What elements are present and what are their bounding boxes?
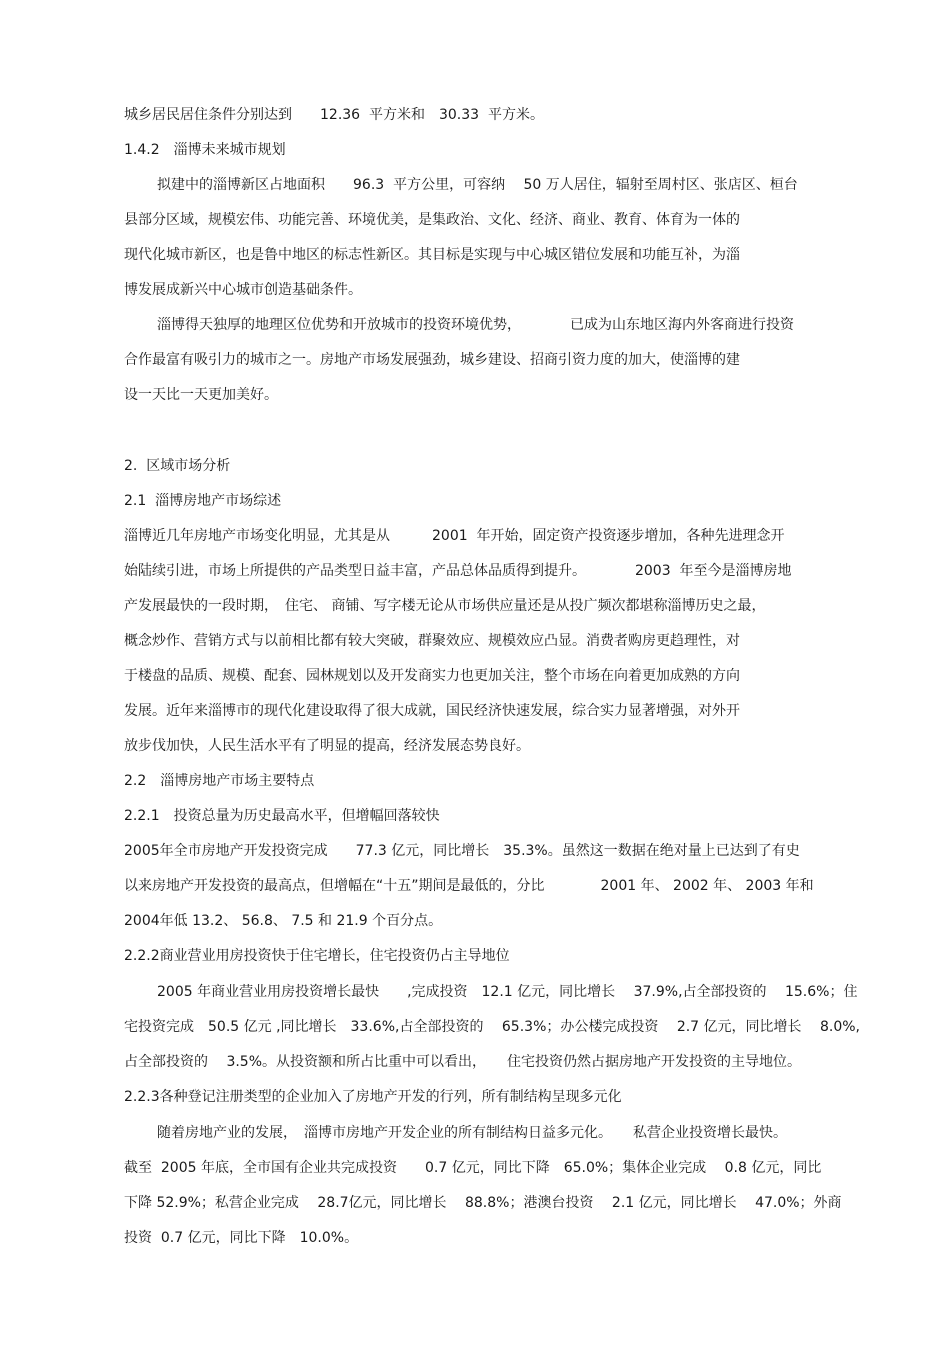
body-text: 宅投资完成 50.5 亿元 ,同比增长 33.6%,占全部投资的 65.3%；办公楼完成投资 2.7 亿元，同比增长 8.0%, [124,1019,861,1035]
body-text: 产发展最快的一段时期， 住宅、 商铺、写字楼无论从市场供应量还是从投广频次都堪称淄博历史之最， [124,598,766,614]
body-text: 下降 52.9%；私营企业完成 28.7亿元，同比增长 88.8%；港澳台投资 2.1 亿元，同比增长 47.0%；外商 [124,1195,842,1211]
body-text: 2004年低 13.2、 56.8、 7.5 和 21.9 个百分点。 [124,913,443,929]
body-text: 始陆续引进，市场上所提供的产品类型日益丰富，产品总体品质得到提升。 2003 年至今是淄博房地 [124,563,792,579]
body-text: 投资 0.7 亿元，同比下降 10.0%。 [124,1230,359,1246]
section-heading: 2. 区域市场分析 [124,458,231,474]
section-heading: 2.2 淄博房地产市场主要特点 [124,773,315,789]
body-text: 城乡居民居住条件分别达到 12.36 平方米和 30.33 平方米。 [124,107,544,123]
body-text: 设一天比一天更加美好。 [124,387,278,403]
body-text: 淄博得天独厚的地理区位优势和开放城市的投资环境优势， 已成为山东地区海内外客商进行投资 [157,317,794,333]
body-text: 县部分区域，规模宏伟、功能完善、环境优美，是集政治、文化、经济、商业、教育、体育为一体的 [124,212,740,228]
body-text: 放步伐加快，人民生活水平有了明显的提高，经济发展态势良好。 [124,738,530,754]
body-text: 博发展成新兴中心城市创造基础条件。 [124,282,362,298]
body-text: 拟建中的淄博新区占地面积 96.3 平方公里，可容纳 50 万人居住，辐射至周村区、张店区、桓台 [157,177,798,193]
body-text: 现代化城市新区，也是鲁中地区的标志性新区。其目标是实现与中心城区错位发展和功能互补，为淄 [124,247,740,263]
body-text: 随着房地产业的发展， 淄博市房地产开发企业的所有制结构日益多元化。 私营企业投资增长最快。 [157,1125,787,1141]
section-heading: 2.2.3各种登记注册类型的企业加入了房地产开发的行列，所有制结构呈现多元化 [124,1089,622,1105]
body-text: 合作最富有吸引力的城市之一。房地产市场发展强劲，城乡建设、招商引资力度的加大，使淄博的建 [124,352,740,368]
body-text: 概念炒作、营销方式与以前相比都有较大突破，群聚效应、规模效应凸显。消费者购房更趋理性，对 [124,633,740,649]
section-heading: 1.4.2 淄博未来城市规划 [124,142,286,158]
body-text: 于楼盘的品质、规模、配套、园林规划以及开发商实力也更加关注，整个市场在向着更加成熟的方向 [124,668,740,684]
body-text: 截至 2005 年底，全市国有企业共完成投资 0.7 亿元，同比下降 65.0%；集体企业完成 0.8 亿元，同比 [124,1160,822,1176]
body-text: 以来房地产开发投资的最高点，但增幅在“十五”期间是最低的，分比 2001 年、 2002 年、 2003 年和 [124,878,814,894]
body-text: 发展。近年来淄博市的现代化建设取得了很大成就，国民经济快速发展，综合实力显著增强，对外开 [124,703,740,719]
body-text: 占全部投资的 3.5%。从投资额和所占比重中可以看出， 住宅投资仍然占据房地产开发投资的主导地位。 [124,1054,802,1070]
body-text: 2005年全市房地产开发投资完成 77.3 亿元，同比增长 35.3%。虽然这一数据在绝对量上已达到了有史 [124,843,800,859]
body-text: 淄博近几年房地产市场变化明显，尤其是从 2001 年开始，固定资产投资逐步增加，各种先进理念开 [124,528,785,544]
body-text: 2005 年商业营业用房投资增长最快 ,完成投资 12.1 亿元，同比增长 37.9%,占全部投资的 15.6%；住 [157,984,858,1000]
section-heading: 2.1 淄博房地产市场综述 [124,493,282,509]
section-heading: 2.2.2商业营业用房投资快于住宅增长，住宅投资仍占主导地位 [124,948,510,964]
section-heading: 2.2.1 投资总量为历史最高水平，但增幅回落较快 [124,808,440,824]
